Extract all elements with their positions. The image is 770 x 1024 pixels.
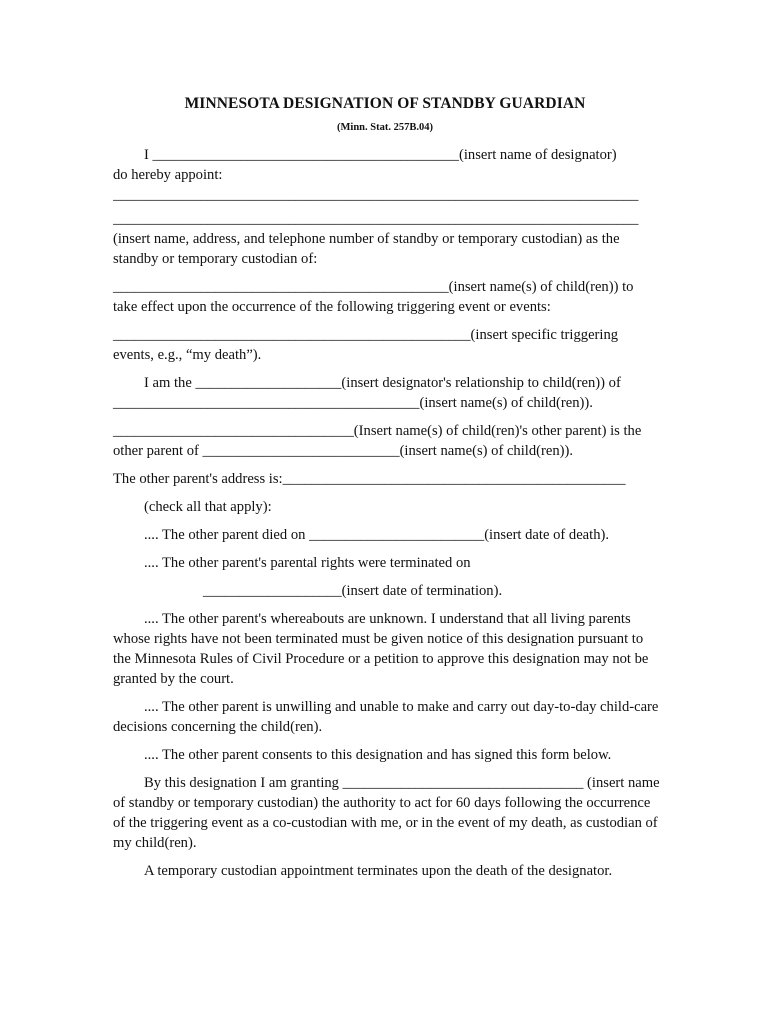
- option-unwilling: .... The other parent is unwilling and unable to make and carry out day-to-day child-care decisions concerning the child(ren).: [113, 699, 659, 735]
- option-whereabouts-unknown: .... The other parent's whereabouts are unknown. I understand that all living parents whose rights have not been terminated must be given notice of this designation pursuant to the Minnesota Rules of Civil Procedure or a petition to approve this designation may not be granted by the court.: [113, 611, 649, 687]
- custodian-blank-line-2: ________________________________________________________________________: [113, 211, 639, 227]
- appoint-line: do hereby appoint:: [113, 167, 223, 183]
- children-line: ______________________________________________(insert name(s) of child(ren)) to take effect upon the occurrence of the following triggering event or events:: [113, 279, 634, 315]
- custodian-instruction: (insert name, address, and telephone number of standby or temporary custodian) as the standby or temporary custodian of:: [113, 231, 620, 267]
- relationship-line: I am the ____________________(insert designator's relationship to child(ren)) of __________________________________________(insert name(s) of child(ren)).: [113, 375, 621, 411]
- option-consents: .... The other parent consents to this designation and has signed this form below.: [144, 747, 612, 763]
- form-body: [113, 145, 660, 889]
- option-terminated: .... The other parent's parental rights were terminated on: [144, 555, 471, 571]
- check-all-instruction: (check all that apply):: [144, 499, 272, 515]
- option-terminated-date: ___________________(insert date of termination).: [203, 583, 503, 599]
- termination-paragraph: A temporary custodian appointment terminates upon the death of the designator.: [144, 863, 613, 879]
- other-parent-line: _________________________________(Insert name(s) of child(ren)'s other parent) is the other parent of ___________________________(insert name(s) of child(ren)).: [113, 423, 642, 459]
- page-title: MINNESOTA DESIGNATION OF STANDBY GUARDIAN: [184, 95, 586, 112]
- statute-reference: (Minn. Stat. 257B.04): [337, 122, 433, 133]
- triggering-event-line: _________________________________________________(insert specific triggering events, e.g., “my death”).: [113, 327, 619, 363]
- custodian-blank-line-1: ________________________________________________________________________: [113, 187, 639, 203]
- option-died: .... The other parent died on ________________________(insert date of death).: [144, 527, 610, 543]
- granting-paragraph: By this designation I am granting _________________________________ (insert name of standby or temporary custodian) the authority to act for 60 days following the occurrence of the triggering event as a co-custodian with me, or in the event of my death, as custodian of my child(ren).: [113, 775, 660, 851]
- other-parent-address-line: The other parent's address is:_______________________________________________: [113, 471, 626, 487]
- designator-line: I __________________________________________(insert name of designator): [144, 147, 617, 163]
